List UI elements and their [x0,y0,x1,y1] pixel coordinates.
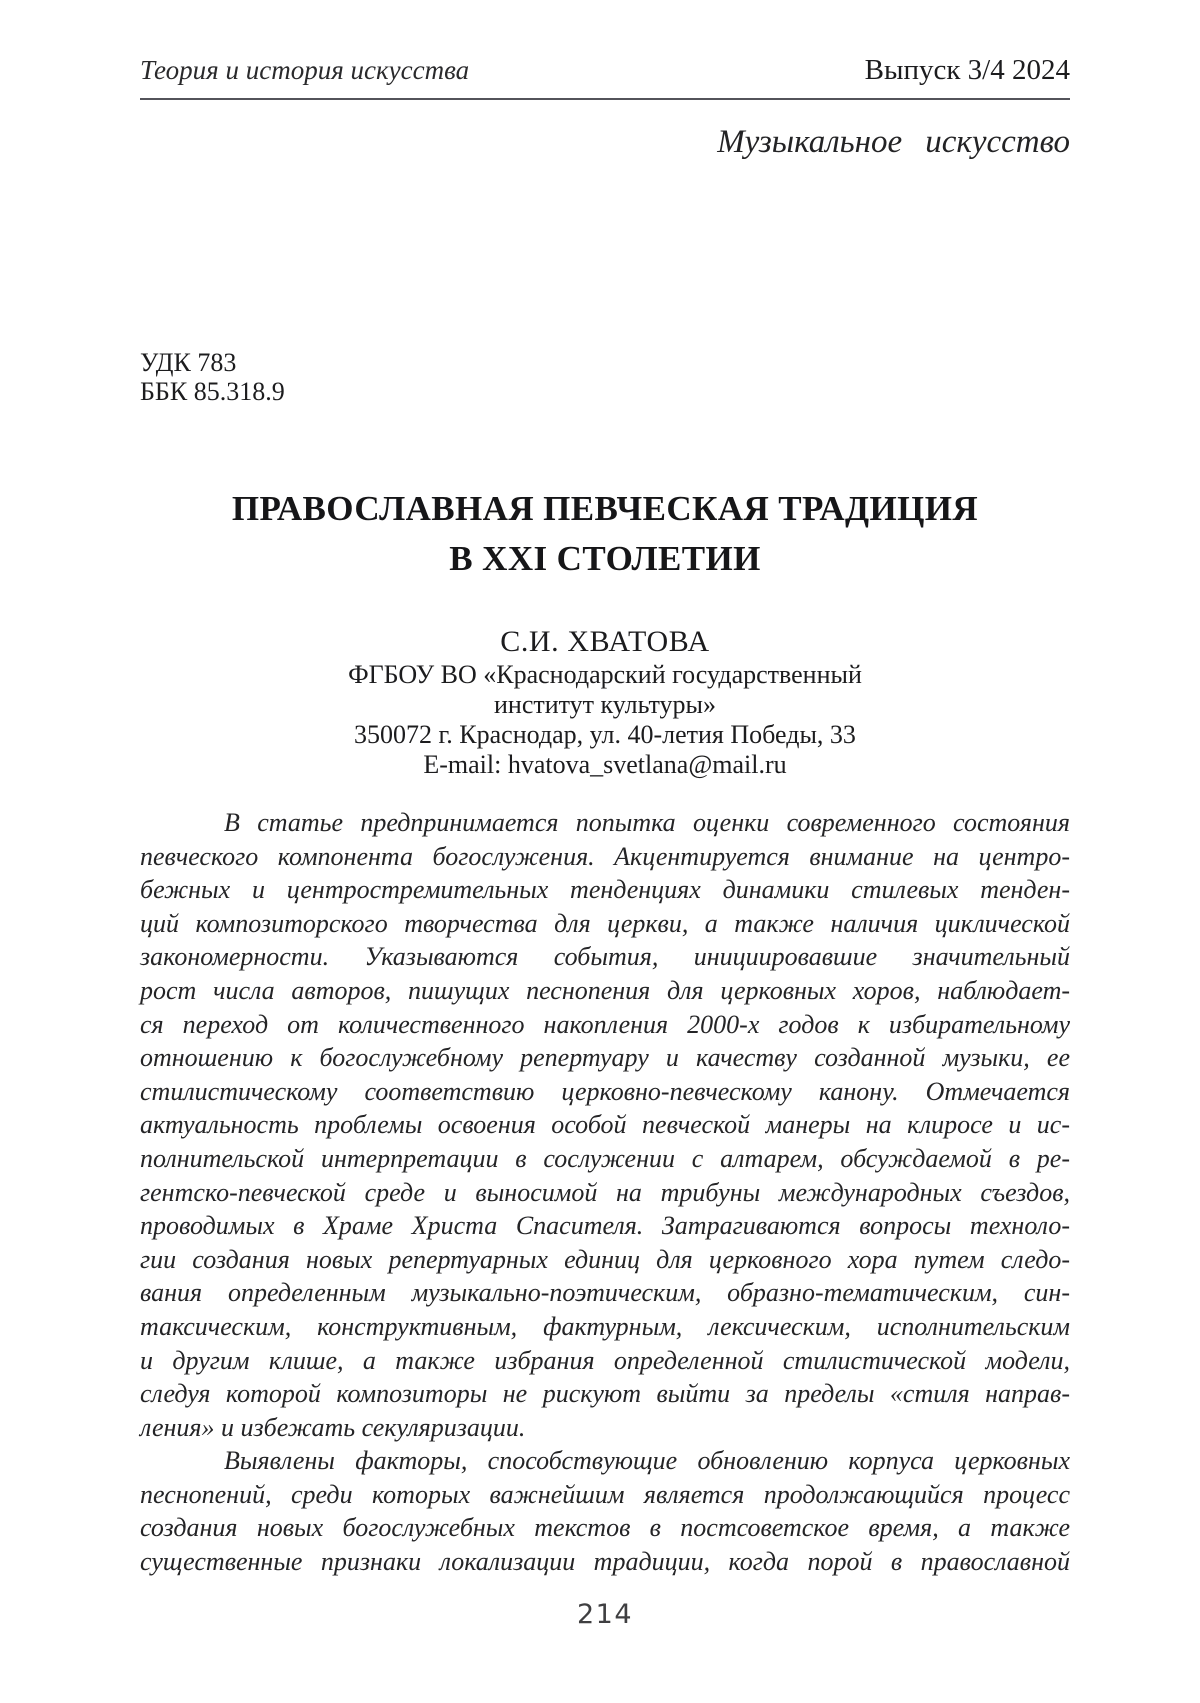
abstract-line: следуя которой композиторы не рискуют выйти за пределы «стиля направ- [140,1379,1070,1409]
abstract-line: таксическим, конструктивным, фактурным, лексическим, исполнительским [140,1311,1070,1341]
abstract-line: ся переход от количественного накопления 2000-х годов к избирательному [140,1009,1070,1039]
abstract-line: ления» и избежать секуляризации. [140,1412,526,1442]
abstract-line: В статье предпринимается попытка оценки современного состояния [224,808,1070,837]
article-title-line-1: ПРАВОСЛАВНАЯ ПЕВЧЕСКАЯ ТРАДИЦИЯ [231,489,979,528]
running-header-journal-title: Теория и история искусства [140,55,470,85]
abstract-line: и другим клише, а также избрания определенной стилистической модели, [140,1345,1070,1375]
abstract [140,806,1070,1579]
abstract-line: певческого компонента богослужения. Акцентируется внимание на центро- [140,841,1070,871]
author-name: С.И. ХВАТОВА [500,625,710,658]
running-header [140,54,1070,100]
abstract-line: вания определенным музыкально-поэтическим, образно-тематическим, син- [140,1278,1070,1308]
author-address: 350072 г. Краснодар, ул. 40-летия Победы, 33 [354,720,856,749]
journal-section-label: Музыкальное искусство [717,124,1070,160]
affiliation-line-2: институт культуры» [494,690,716,719]
article-title-line-2: В XXI СТОЛЕТИИ [449,539,761,578]
abstract-line: полнительской интерпретации в сослужении с алтарем, обсуждаемой в ре- [140,1143,1070,1173]
abstract-line: ций композиторского творчества для церкви, а также наличия циклической [140,908,1070,938]
abstract-line: гии создания новых репертуарных единиц для церковного хора путем следо- [140,1244,1070,1274]
udk-code: УДК 783 [140,348,237,377]
abstract-line: песнопений, среди которых важнейшим является продолжающийся процесс [140,1479,1070,1509]
running-header-issue: Выпуск 3/4 2024 [864,54,1070,86]
bbk-code: ББК 85.318.9 [140,377,285,406]
abstract-line: актуальность проблемы освоения особой певческой манеры на клиросе и ис- [140,1110,1070,1140]
author-affiliation-block [140,660,1070,780]
abstract-line: бежных и центростремительных тенденциях динамики стилевых тенден- [140,875,1070,905]
author-email: E-mail: hvatova_svetlana@mail.ru [423,750,787,779]
page-number: 214 [576,1598,634,1630]
abstract-line: Выявлены факторы, способствующие обновлению корпуса церковных [224,1446,1070,1476]
affiliation-line-1: ФГБОУ ВО «Краснодарский государственный [348,660,862,689]
article-title [140,484,1070,584]
abstract-line: проводимых в Храме Христа Спасителя. Затрагиваются вопросы техноло- [140,1211,1070,1241]
abstract-line: существенные признаки локализации традиции, когда порой в православной [140,1547,1070,1577]
abstract-line: отношению к богослужебному репертуару и качеству созданной музыки, ее [140,1043,1070,1073]
abstract-line: закономерности. Указываются события, инициировавшие значительный [140,942,1070,972]
abstract-line: гентско-певческой среде и выносимой на трибуны международных съездов, [140,1177,1070,1207]
abstract-line: стилистическому соответствию церковно-певческому канону. Отмечается [140,1076,1070,1106]
abstract-line: создания новых богослужебных текстов в постсоветское время, а также [140,1513,1070,1543]
abstract-line: рост числа авторов, пишущих песнопения для церковных хоров, наблюдает- [140,975,1070,1005]
classification-codes [140,348,1070,406]
